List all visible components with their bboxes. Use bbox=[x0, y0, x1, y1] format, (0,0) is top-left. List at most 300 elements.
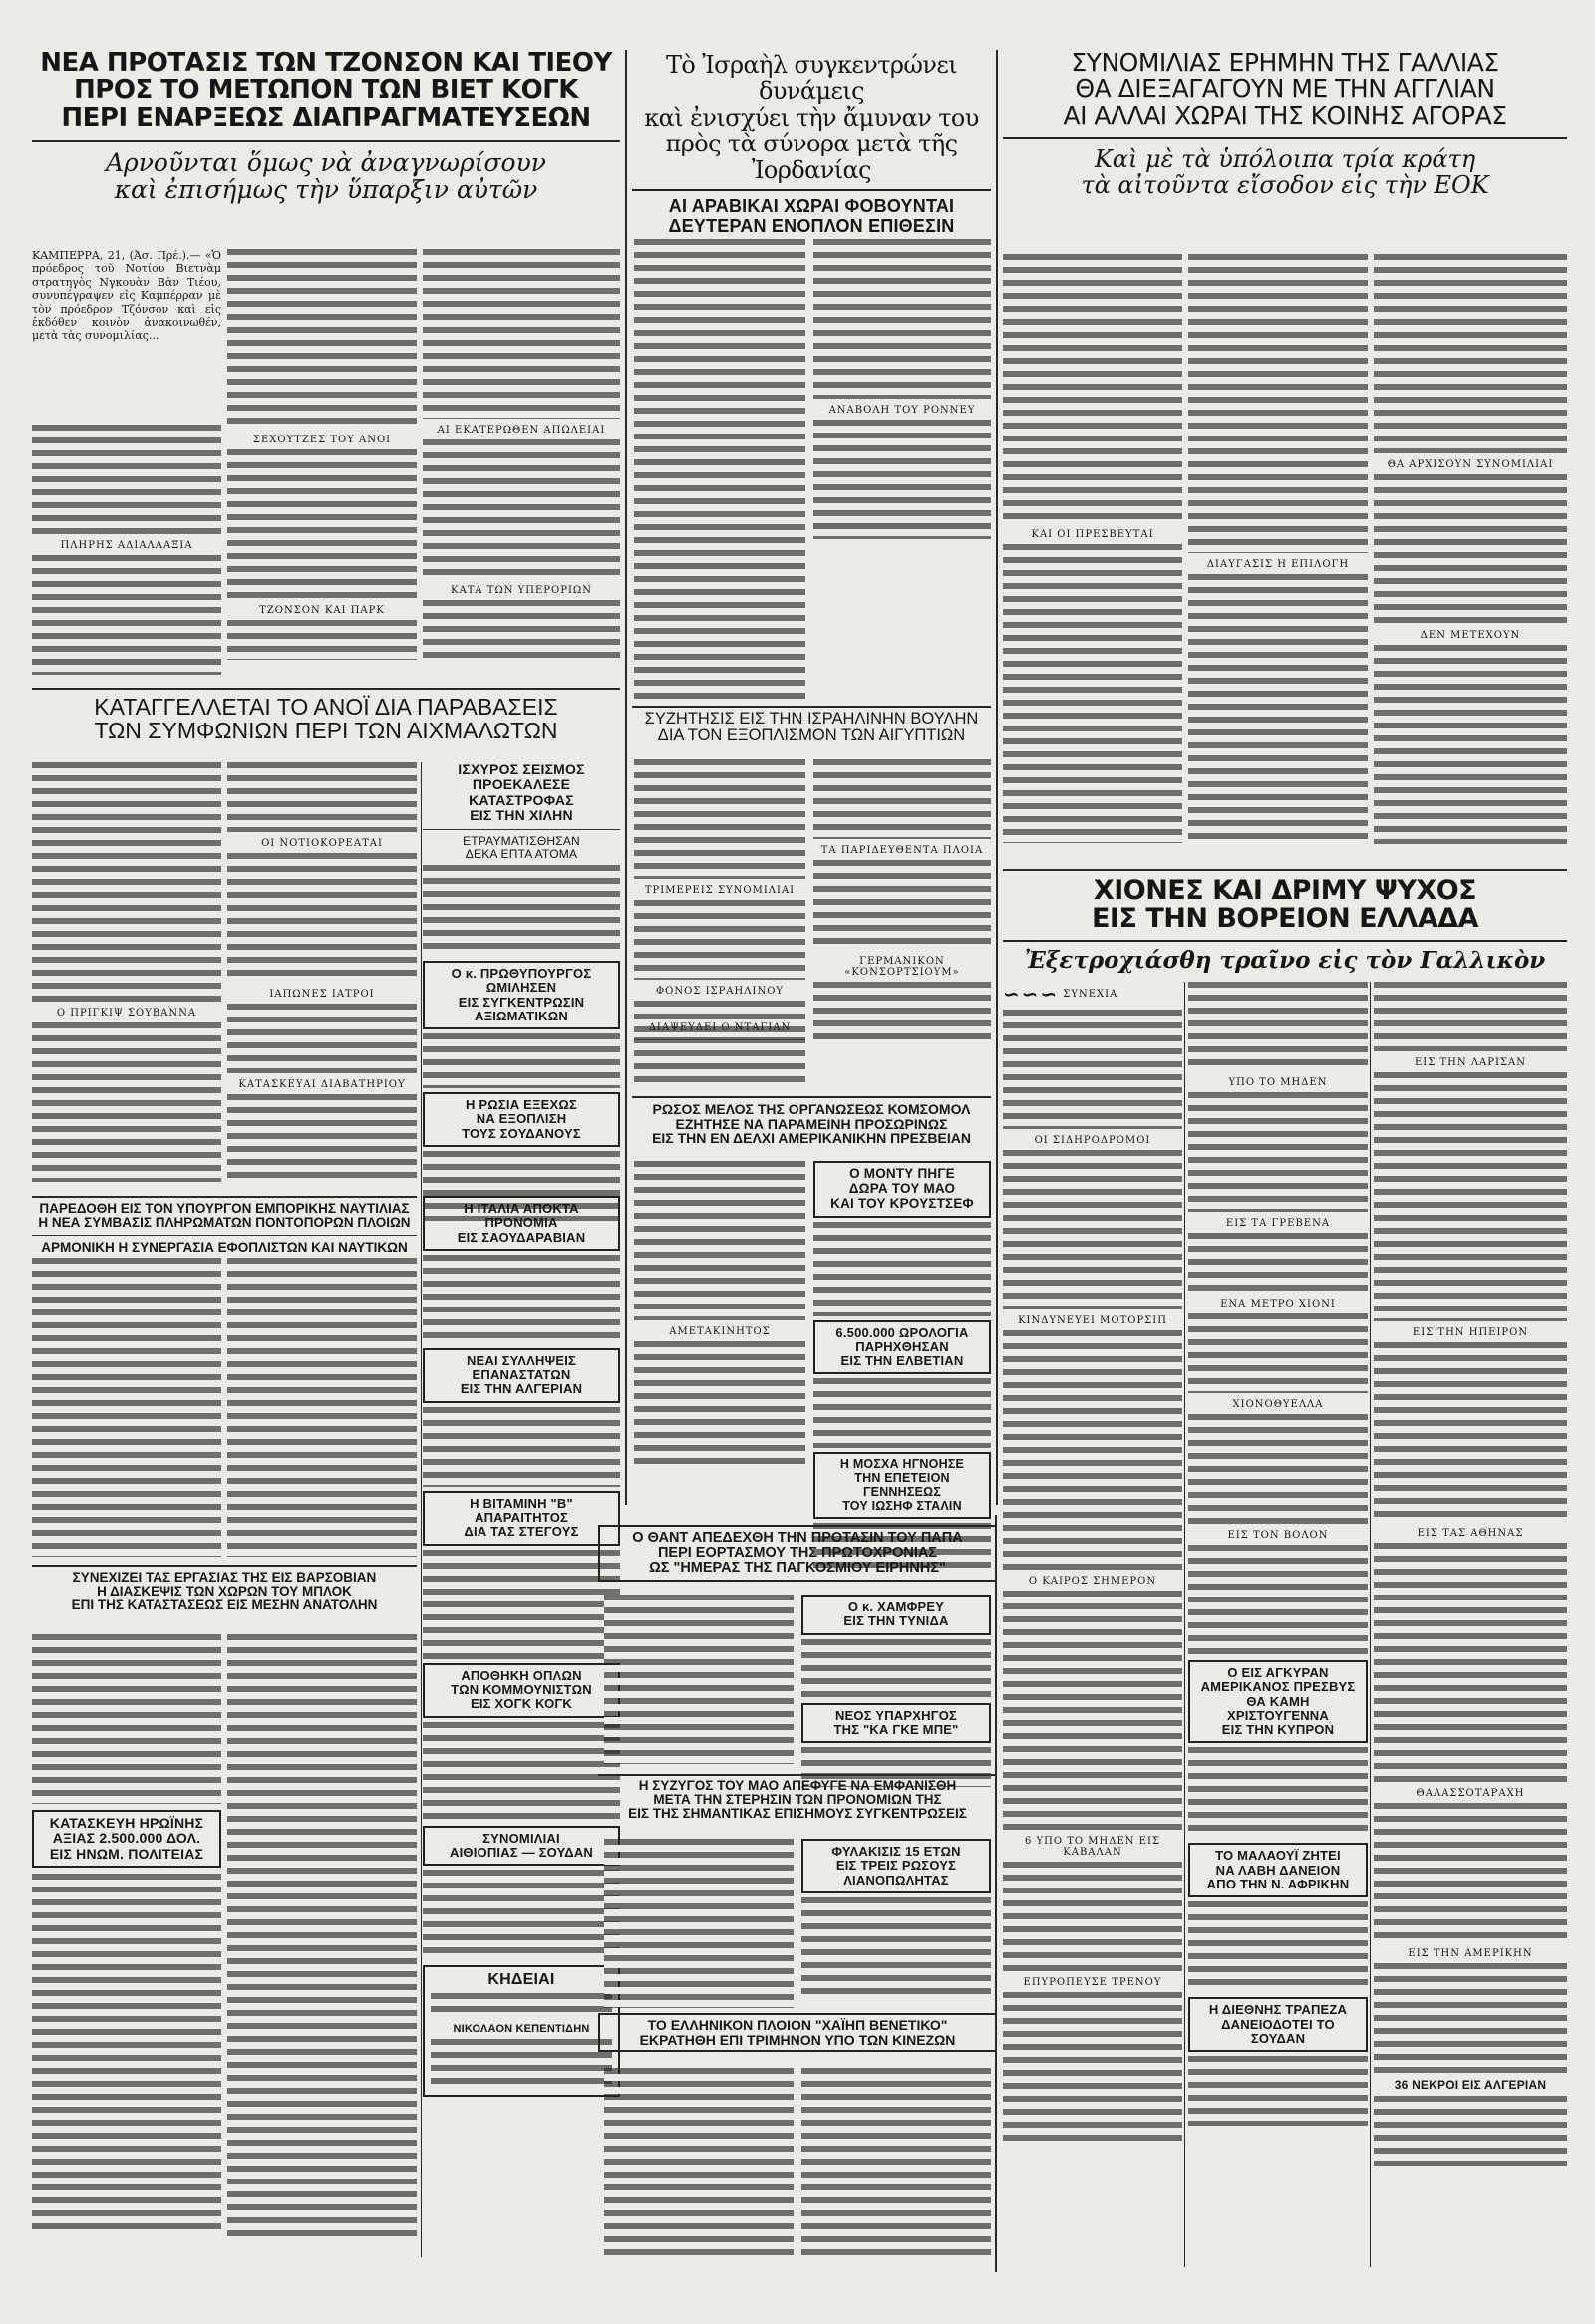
subhead: ΔΙΑΥΓΑΣΙΣ Η ΕΠΙΛΟΓΗ bbox=[1206, 559, 1350, 570]
body-text bbox=[1374, 254, 1567, 453]
subhead: ΑΡΜΟΝΙΚΗ Η ΣΥΝΕΡΓΑΣΙΑ ΕΦΟΠΛΙΣΤΩΝ ΚΑΙ ΝΑΥΤΙΚΩΝ bbox=[41, 1240, 408, 1256]
headline bbox=[632, 711, 991, 744]
body-text bbox=[813, 420, 991, 539]
headline-line: ΕΙΣ ΤΗΝ ΤΥΝΙΔΑ bbox=[843, 1613, 949, 1629]
headline-line: ΑΜΕΡΙΚΑΝΟΣ ΠΡΕΣΒΥΣ bbox=[1200, 1679, 1356, 1695]
body-text bbox=[1188, 1414, 1368, 1524]
body-text bbox=[32, 1874, 221, 2232]
article-israel bbox=[632, 52, 991, 237]
body-text bbox=[813, 1222, 991, 1316]
body-text bbox=[431, 2039, 612, 2091]
headline-line: ΚΑΤΑΣΚΕΥΗ ΗΡΩΪΝΗΣ bbox=[49, 1815, 204, 1831]
text-column bbox=[634, 1017, 805, 1087]
subhead: ΕΙΣ ΤΑ ΓΡΕΒΕΝΑ bbox=[1225, 1218, 1331, 1229]
subhead: ΣΕΧΟΥΤΖΕΣ ΤΟΥ ΑΝΟΙ bbox=[252, 435, 392, 445]
subhead: ΔΙΑΨΕΥΔΕΙ Ο ΝΤΑΓΙΑΝ bbox=[648, 1022, 792, 1033]
column-rule bbox=[996, 50, 998, 1505]
deck-line: Καὶ μὲ τὰ ὑπόλοιπα τρία κράτη bbox=[1094, 145, 1476, 173]
headline-line: ΑΠΑΡΑΙΤΗΤΟΣ bbox=[474, 1510, 569, 1526]
headline bbox=[32, 1571, 417, 1612]
boxed-brief bbox=[423, 1491, 620, 1546]
divider bbox=[632, 189, 991, 191]
headline-line: ΠΕΡΙ ΕΝΑΡΞΕΩΣ ΔΙΑΠΡΑΓΜΑΤΕΥΣΕΩΝ bbox=[61, 102, 591, 133]
headline-line: ΔΙΑ ΤΑΣ ΣΤΕΓΟΥΣ bbox=[464, 1524, 579, 1540]
headline bbox=[32, 696, 620, 743]
headline-line: ΕΙΣ ΤΗΣ ΣΗΜΑΝΤΙΚΑΣ ΕΠΙΣΗΜΟΥΣ ΣΥΓΚΕΝΤΡΩΣΕΙΣ bbox=[628, 1806, 967, 1822]
headline-line: ΣΥΖΗΤΗΣΙΣ ΕΙΣ ΤΗΝ ΙΣΡΑΗΛΙΝΗΝ ΒΟΥΛΗΝ bbox=[644, 710, 979, 727]
brief-headline bbox=[431, 1354, 612, 1397]
headline bbox=[632, 1102, 991, 1146]
headline bbox=[1003, 877, 1567, 934]
section-rule bbox=[32, 688, 620, 690]
headline-line: ΣΥΝΟΜΙΛΙΑΙ bbox=[482, 1830, 560, 1846]
brief-headline bbox=[1196, 1849, 1360, 1891]
headline-line: ΧΙΟΝΕΣ ΚΑΙ ΔΡΙΜΥ ΨΥΧΟΣ bbox=[1093, 875, 1477, 906]
subhead: ΕΙΣ ΤΗΝ ΗΠΕΙΡΟΝ bbox=[1412, 1327, 1529, 1338]
headline-line: ΑΞΙΩΜΑΤΙΚΩΝ bbox=[475, 1008, 568, 1023]
section-rule bbox=[32, 1565, 417, 1567]
headline bbox=[632, 52, 991, 183]
subhead: ΕΙΣ ΤΟΝ ΒΟΛΟΝ bbox=[1227, 1530, 1329, 1541]
body-text bbox=[604, 1839, 794, 2008]
headline-line: ΩΜΙΛΗΣΕΝ bbox=[485, 980, 557, 996]
headline-line: Η ΔΙΑΣΚΕΨΙΣ ΤΩΝ ΧΩΡΩΝ ΤΟΥ ΜΠΛΟΚ bbox=[97, 1584, 352, 1599]
sidebar-briefs bbox=[423, 762, 620, 1221]
body-text bbox=[604, 1595, 794, 1764]
divider bbox=[1003, 940, 1567, 942]
headline-line: ΝΑ ΕΞΟΠΛΙΣΗ bbox=[476, 1111, 567, 1127]
article-mao-wife bbox=[600, 1779, 995, 1821]
body-text bbox=[32, 555, 221, 675]
body-text bbox=[227, 249, 417, 429]
divider bbox=[1003, 137, 1567, 139]
body-text bbox=[634, 900, 805, 980]
boxed-brief bbox=[423, 1196, 620, 1251]
text-column bbox=[32, 1258, 221, 1557]
headline bbox=[604, 1531, 991, 1576]
headline-line: ΝΕΑΙ ΣΥΛΛΗΨΕΙΣ bbox=[466, 1352, 577, 1368]
headline-line: Η ΜΟΣΧΑ ΗΓΝΟΗΣΕ bbox=[839, 1457, 965, 1472]
headline-line: ΕΙΣ ΤΡΕΙΣ ΡΩΣΟΥΣ bbox=[835, 1858, 957, 1874]
body-text bbox=[1374, 1543, 1567, 1782]
body-text bbox=[423, 865, 620, 955]
body-text bbox=[1374, 474, 1567, 624]
subhead-line: ΔΕΚΑ ΕΠΤΑ ΑΤΟΜΑ bbox=[465, 846, 578, 861]
body-text bbox=[1188, 574, 1368, 843]
body-text bbox=[1003, 544, 1182, 843]
text-column bbox=[604, 2068, 794, 2257]
headline-line: ΚΑΙ ΤΟΥ ΚΡΟΥΣΤΣΕΦ bbox=[830, 1195, 974, 1211]
body-text bbox=[1188, 1545, 1368, 1654]
article-common-market bbox=[1003, 50, 1567, 199]
article-greek-ship bbox=[598, 2013, 997, 2052]
boxed-brief bbox=[1188, 1997, 1368, 2052]
text-column bbox=[227, 762, 417, 1191]
body-text bbox=[32, 762, 221, 1002]
headline-line: Η ΝΕΑ ΣΥΜΒΑΣΙΣ ΠΛΗΡΩΜΑΤΩΝ ΠΟΝΤΟΠΟΡΩΝ ΠΛΟΙΩΝ bbox=[38, 1215, 411, 1231]
headline-line: πρὸς τὰ σύνορα μετὰ τῆς Ἰορδανίας bbox=[665, 130, 958, 184]
body-text bbox=[1374, 645, 1567, 844]
text-column bbox=[227, 249, 417, 678]
headline-line: Η ΒΙΤΑΜΙΝΗ "Β" bbox=[470, 1495, 573, 1511]
text-column bbox=[604, 1839, 794, 2008]
section-rule bbox=[632, 706, 991, 708]
headline-line: ΤΟΥ ΙΩΣΗΦ ΣΤΑΛΙΝ bbox=[842, 1498, 962, 1513]
boxed-brief bbox=[423, 961, 620, 1029]
body-text bbox=[423, 249, 620, 419]
body-text bbox=[1003, 1010, 1182, 1129]
headline-line: Ο ΕΙΣ ΑΓΚΥΡΑΝ bbox=[1227, 1665, 1329, 1680]
obituary-box bbox=[423, 1965, 620, 2097]
subhead: ΤΑ ΠΑΡΙΔΕΥΘΕΝΤΑ ΠΛΟΙΑ bbox=[820, 845, 984, 856]
boxed-brief bbox=[423, 1663, 620, 1718]
deck-line: ΑΙ ΑΡΑΒΙΚΑΙ ΧΩΡΑΙ ΦΟΒΟΥΝΤΑΙ bbox=[668, 195, 955, 216]
body-text bbox=[813, 759, 991, 839]
headline-line: 6.500.000 ΩΡΟΛΟΓΙΑ bbox=[835, 1324, 969, 1340]
headline-line: ΝΕΑ ΠΡΟΤΑΣΙΣ ΤΩΝ ΤΖΟΝΣΟΝ ΚΑΙ ΤΙΕΟΥ bbox=[40, 48, 612, 78]
subhead: ΕΝΑ ΜΕΤΡΟ ΧΙΟΝΙ bbox=[1220, 1299, 1336, 1309]
body-text bbox=[32, 1634, 221, 1804]
subhead: Ο ΠΡΙΓΚΙΨ ΣΟΥΒΑΝΝΑ bbox=[56, 1008, 197, 1018]
column-rule bbox=[625, 50, 627, 1505]
subhead: Ο ΚΑΙΡΟΣ ΣΗΜΕΡΟΝ bbox=[1028, 1576, 1157, 1587]
subhead: ΟΙ ΣΙΔΗΡΟΔΡΟΜΟΙ bbox=[1034, 1135, 1151, 1146]
section-rule bbox=[598, 1774, 997, 1776]
brief-headline bbox=[1196, 2003, 1360, 2046]
headline-line: ΑΙΘΙΟΠΙΑΣ — ΣΟΥΔΑΝ bbox=[449, 1844, 593, 1860]
headline-line: ΕΙΣ ΤΗΝ ΧΙΛΗΝ bbox=[470, 807, 573, 824]
subhead: ΙΑΠΩΝΕΣ ΙΑΤΡΟΙ bbox=[269, 989, 375, 1000]
headline-line: ΕΙΣ ΧΟΓΚ ΚΟΓΚ bbox=[471, 1696, 572, 1712]
body-text bbox=[801, 2068, 991, 2257]
text-column bbox=[801, 1595, 991, 1787]
subhead: ΕΙΣ ΤΗΝ ΛΑΡΙΣΑΝ bbox=[1415, 1057, 1526, 1068]
article-prisoners bbox=[32, 696, 620, 743]
subhead: ΕΠΥΡΟΠΕΥΣΕ ΤΡΕΝΟΥ bbox=[1023, 1977, 1162, 1988]
headline-line: ΠΡΟΣ ΤΟ ΜΕΤΩΠΟΝ ΤΩΝ ΒΙΕΤ ΚΟΓΚ bbox=[74, 75, 578, 106]
brief-headline: ΚΗΔΕΙΑΙ bbox=[487, 1971, 555, 1989]
divider bbox=[32, 1235, 417, 1236]
body-text bbox=[1188, 1092, 1368, 1212]
headline-line: ΔΑΝΕΙΟΔΟΤΕΙ ΤΟ ΣΟΥΔΑΝ bbox=[1221, 2016, 1335, 2046]
headline-line: ΠΕΡΙ ΕΟΡΤΑΣΜΟΥ ΤΗΣ ΠΡΩΤΟΧΡΟΝΙΑΣ bbox=[657, 1545, 938, 1562]
headline-line: ΔΙΑ ΤΟΝ ΕΞΟΠΛΙΣΜΟΝ ΤΩΝ ΑΙΓΥΠΤΙΩΝ bbox=[657, 726, 966, 745]
headline-line: ΕΙΣ ΗΝΩΜ. ΠΟΛΙΤΕΙΑΣ bbox=[49, 1845, 204, 1862]
section-rule bbox=[32, 1196, 417, 1198]
text-column bbox=[1374, 982, 1567, 2166]
body-text bbox=[1188, 1901, 1368, 1991]
headline-line: ΕΙΣ ΣΥΓΚΕΝΤΡΩΣΙΝ bbox=[458, 994, 585, 1010]
headline-line: ΑΠΟΘΗΚΗ ΟΠΛΩΝ bbox=[461, 1667, 582, 1683]
deck-line: ΔΕΥΤΕΡΑΝ ΕΝΟΠΛΟΝ ΕΠΙΘΕΣΙΝ bbox=[668, 215, 955, 236]
boxed-brief bbox=[1188, 1660, 1368, 1743]
body-text bbox=[634, 1341, 805, 1471]
body-text bbox=[423, 1407, 620, 1487]
subhead: ΤΡΙΜΕΡΕΙΣ ΣΥΝΟΜΙΛΙΑΙ bbox=[644, 885, 796, 896]
subhead: ΚΙΝΔΥΝΕΥΕΙ ΜΟΤΟΡΣΙΠ bbox=[1018, 1315, 1167, 1326]
boxed-brief bbox=[801, 1595, 991, 1635]
deck bbox=[32, 149, 620, 204]
headline-line: ΤΗΝ ΕΠΕΤΕΙΟΝ ΓΕΝΝΗΣΕΩΣ bbox=[854, 1471, 950, 1499]
headline-line: ΑΙ ΑΛΛΑΙ ΧΩΡΑΙ ΤΗΣ ΚΟΙΝΗΣ ΑΓΟΡΑΣ bbox=[1063, 100, 1507, 130]
body-text bbox=[227, 449, 417, 599]
headline-line: ΝΕΟΣ ΥΠΑΡΧΗΓΟΣ bbox=[834, 1707, 958, 1723]
headline-line: Ο κ. ΠΡΩΘΥΠΟΥΡΓΟΣ bbox=[451, 965, 592, 981]
subhead: ΟΙ ΝΟΤΙΟΚΟΡΕΑΤΑΙ bbox=[261, 838, 383, 849]
body-text bbox=[1003, 254, 1182, 523]
brief-headline bbox=[809, 1600, 983, 1629]
brief-headline bbox=[431, 1832, 612, 1861]
subhead: ΦΟΝΟΣ ΙΣΡΑΗΛΙΝΟΥ bbox=[655, 986, 784, 997]
brief-headline bbox=[431, 967, 612, 1023]
subhead: ΤΖΟΝΣΟΝ ΚΑΙ ΠΑΡΚ bbox=[259, 605, 385, 616]
headline-line: ΙΣΧΥΡΟΣ ΣΕΙΣΜΟΣ bbox=[458, 761, 585, 777]
subhead: ΘΑ ΑΡΧΙΣΟΥΝ ΣΥΝΟΜΙΛΙΑΙ bbox=[1387, 459, 1554, 470]
body-text bbox=[1003, 1150, 1182, 1309]
brief-headline bbox=[821, 1326, 983, 1369]
body-text bbox=[227, 762, 417, 832]
text-column bbox=[634, 239, 805, 703]
body-text bbox=[813, 982, 991, 1041]
body-text bbox=[1188, 254, 1368, 553]
text-column bbox=[604, 1595, 794, 1764]
boxed-brief bbox=[801, 1703, 991, 1744]
headline-line: Ο ΜΟΝΤΥ ΠΗΓΕ bbox=[849, 1166, 955, 1181]
article-israeli-parliament bbox=[632, 711, 991, 744]
divider bbox=[32, 140, 620, 142]
body-text bbox=[423, 439, 620, 579]
body-text bbox=[801, 1897, 991, 1997]
headline-line: ΤΟΥΣ ΣΟΥΔΑΝΟΥΣ bbox=[462, 1125, 581, 1141]
divider bbox=[423, 829, 620, 830]
body-text bbox=[1374, 2096, 1567, 2166]
boxed-brief bbox=[423, 1348, 620, 1403]
subhead: ΑΜΕΤΑΚΙΝΗΤΟΣ bbox=[669, 1326, 771, 1337]
body-text bbox=[32, 1258, 221, 1557]
headline-line: ΑΞΙΑΣ 2.500.000 ΔΟΛ. bbox=[52, 1830, 201, 1847]
body-text bbox=[1374, 1963, 1567, 2073]
brief-headline: 36 ΝΕΚΡΟΙ ΕΙΣ ΑΛΓΕΡΙΑΝ bbox=[1394, 2078, 1547, 2092]
section-rule bbox=[1003, 869, 1567, 871]
text-column bbox=[634, 759, 805, 1040]
headline-line: ΩΣ "ΗΜΕΡΑΣ ΤΗΣ ΠΑΓΚΟΣΜΙΟΥ ΕΙΡΗΝΗΣ" bbox=[649, 1560, 946, 1577]
brief-headline bbox=[821, 1167, 983, 1212]
headline-line: ΕΙΣ ΤΗΝ ΑΛΓΕΡΙΑΝ bbox=[460, 1381, 583, 1397]
article-warsaw bbox=[32, 1571, 417, 1612]
text-column bbox=[423, 249, 620, 678]
headline-line: ΚΑΤΑΣΤΡΟΦΑΣ bbox=[469, 791, 574, 808]
brief-headline bbox=[431, 1202, 612, 1245]
column-rule bbox=[995, 1515, 997, 2272]
boxed-brief bbox=[1188, 1843, 1368, 1897]
body-text bbox=[423, 1722, 620, 1822]
deck: Ἐξετροχιάσθη τραῖνο εἰς τὸν Γαλλικὸν bbox=[1024, 946, 1546, 974]
body-text bbox=[634, 759, 805, 879]
brief-headline bbox=[821, 1458, 983, 1513]
brief-headline bbox=[1196, 1666, 1360, 1737]
body-text bbox=[227, 620, 417, 660]
subhead: ΣΥΝΕΧΙΑ bbox=[1063, 988, 1118, 1000]
text-column bbox=[1003, 254, 1182, 862]
text-column bbox=[227, 1634, 417, 2252]
subhead: ΚΑΤΑ ΤΩΝ ΥΠΕΡΟΡΙΩΝ bbox=[451, 585, 592, 596]
headline-line: ΕΠΙ ΤΗΣ ΚΑΤΑΣΤΑΣΕΩΣ ΕΙΣ ΜΕΣΗΝ ΑΝΑΤΟΛΗΝ bbox=[71, 1598, 378, 1613]
subhead: ΧΙΟΝΟΘΥΕΛΛΑ bbox=[1232, 1399, 1324, 1410]
headline bbox=[1003, 50, 1567, 129]
headline-line: ΕΙΣ ΤΗΝ ΕΛΒΕΤΙΑΝ bbox=[840, 1353, 964, 1369]
headline-line: ΛΙΑΝΟΠΩΛΗΤΑΣ bbox=[843, 1872, 949, 1888]
dateline-paragraph: ΚΑΜΠΕΡΡΑ, 21, (Ἀσ. Πρέ.).— «Ὁ πρόεδρος τοῦ Νοτίου Βιετνὰμ στρατηγὸς Νγκουὰν Βὰν Τιέου, συνυπέγραψεν εἰς Καμπέρραν μὲ τὸν πρόεδρον Τζόνσον καὶ εἰς ἐκδόθεν κοινὸν ἀνακοινωθέν, μετὰ τὰς συνομιλίας... bbox=[32, 249, 221, 343]
body-text bbox=[227, 853, 417, 983]
headline-line: ΠΑΡΗΧΘΗΣΑΝ bbox=[855, 1338, 949, 1354]
headline-line: ΕΙΣ ΣΑΟΥΔΑΡΑΒΙΑΝ bbox=[457, 1229, 586, 1245]
text-column bbox=[227, 1258, 417, 1557]
subhead: ΠΛΗΡΗΣ ΑΔΙΑΛΛΑΞΙΑ bbox=[60, 540, 193, 551]
body-text bbox=[431, 1993, 612, 2019]
boxed-brief bbox=[423, 1092, 620, 1147]
body-text bbox=[634, 1161, 805, 1320]
boxed-brief bbox=[32, 1810, 221, 1868]
headline-line: ΕΠΑΝΑΣΤΑΤΩΝ bbox=[472, 1367, 571, 1383]
subhead: ΑΝΑΒΟΛΗ ΤΟΥ ΡΟΝΝΕΥ bbox=[828, 405, 976, 416]
text-column bbox=[813, 759, 991, 1041]
headline-line: Η ΡΩΣΙΑ ΕΞΕΧΩΣ bbox=[466, 1097, 577, 1113]
article-peace-proposal bbox=[32, 50, 620, 204]
text-column bbox=[634, 1161, 805, 1471]
body-text bbox=[423, 1870, 620, 1959]
body-text bbox=[813, 1378, 991, 1448]
headline-line: ΔΩΡΑ ΤΟΥ ΜΑΟ bbox=[848, 1180, 956, 1196]
body-text bbox=[1374, 982, 1567, 1051]
body-text bbox=[1188, 2056, 1368, 2126]
text-column bbox=[1188, 254, 1368, 862]
article-shipping bbox=[32, 1202, 417, 1255]
boxed-brief bbox=[813, 1161, 991, 1218]
subhead: ΕΙΣ ΤΗΝ ΑΜΕΡΙΚΗΝ bbox=[1408, 1948, 1533, 1959]
article-komsomol bbox=[632, 1102, 991, 1146]
text-column bbox=[1374, 254, 1567, 862]
boxed-brief bbox=[423, 1826, 620, 1867]
body-text bbox=[813, 860, 991, 950]
body-text bbox=[1003, 1992, 1182, 2142]
subhead: ΑΙ ΕΚΑΤΕΡΩΘΕΝ ΑΠΩΛΕΙΑΙ bbox=[437, 425, 606, 436]
headline-line: ΤΟ ΕΛΛΗΝΙΚΟΝ ΠΛΟΙΟΝ "ΧΑΪΗΠ ΒΕΝΕΤΙΚΟ" bbox=[647, 2017, 948, 2033]
article-un-pope bbox=[598, 1525, 997, 1582]
headline-line: ΤΩΝ ΚΟΜΜΟΥΝΙΣΤΩΝ bbox=[451, 1681, 592, 1697]
body-text bbox=[634, 1037, 805, 1087]
body-text bbox=[1188, 1747, 1368, 1837]
text-column bbox=[32, 249, 221, 678]
column-rule bbox=[1370, 982, 1371, 2267]
body-text bbox=[634, 239, 805, 703]
headline-line: ΕΚΡΑΤΗΘΗ ΕΠΙ ΤΡΙΜΗΝΟΝ ΥΠΟ ΤΩΝ ΚΙΝΕΖΩΝ bbox=[639, 2031, 956, 2048]
headline-line: Ο κ. ΧΑΜΦΡΕΥ bbox=[847, 1599, 945, 1614]
brief-headline bbox=[423, 762, 620, 824]
headline-line: ΣΥΝΕΧΙΖΕΙ ΤΑΣ ΕΡΓΑΣΙΑΣ ΤΗΣ ΕΙΣ ΒΑΡΣΟΒΙΑΝ bbox=[72, 1570, 377, 1585]
brief-headline bbox=[809, 1709, 983, 1738]
body-text bbox=[1374, 1072, 1567, 1321]
headline-line: ΝΑ ΛΑΒΗ ΔΑΝΕΙΟΝ bbox=[1215, 1862, 1341, 1878]
headline-line: ΠΑΡΕΔΟΘΗ ΕΙΣ ΤΟΝ ΥΠΟΥΡΓΟΝ ΕΜΠΟΡΙΚΗΣ ΝΑΥΤΙΛΙΑΣ bbox=[39, 1201, 410, 1216]
body-text bbox=[813, 239, 991, 399]
body-text bbox=[32, 425, 221, 534]
headline-line: ΚΑΤΑΓΓΕΛΛΕΤΑΙ ΤΟ ΑΝΟΪ ΔΙΑ ΠΑΡΑΒΑΣΕΙΣ bbox=[94, 694, 558, 720]
body-text bbox=[227, 1004, 417, 1073]
body-text bbox=[1003, 1330, 1182, 1570]
body-text bbox=[227, 1094, 417, 1184]
article-snow bbox=[1003, 877, 1567, 973]
headline-line: Η ΣΥΖΥΓΟΣ ΤΟΥ ΜΑΟ ΑΠΕΦΥΓΕ ΝΑ ΕΜΦΑΝΙΣΘΗ bbox=[638, 1778, 957, 1793]
brief-headline bbox=[431, 1098, 612, 1141]
subhead: ΘΑΛΑΣΣΟΤΑΡΑΧΗ bbox=[1416, 1788, 1525, 1799]
text-column bbox=[813, 1161, 991, 1573]
subhead: ΚΑΤΑΣΚΕΥΑΙ ΔΙΑΒΑΤΗΡΙΟΥ bbox=[238, 1079, 406, 1090]
headline bbox=[32, 1202, 417, 1230]
subhead: ΥΠΟ ΤΟ ΜΗΔΕΝ bbox=[1228, 1077, 1328, 1088]
headline-line: ΕΙΣ ΤΗΝ ΚΥΠΡΟΝ bbox=[1221, 1722, 1335, 1738]
headline-line: ΤΟ ΜΑΛΑΟΥΪ ΖΗΤΕΙ bbox=[1215, 1848, 1341, 1864]
wave-ornament-icon: ∽∽∽ bbox=[1003, 982, 1060, 1006]
headline-line: ΕΙΣ ΤΗΝ ΕΝ ΔΕΛΧΙ ΑΜΕΡΙΚΑΝΙΚΗΝ ΠΡΕΣΒΕΙΑΝ bbox=[652, 1130, 971, 1147]
headline-line: ΣΥΝΟΜΙΛΙΑΣ ΕΡΗΜΗΝ ΤΗΣ ΓΑΛΛΙΑΣ bbox=[1071, 48, 1499, 77]
deck bbox=[632, 197, 991, 237]
brief-subhead bbox=[423, 835, 620, 861]
body-text bbox=[423, 600, 620, 660]
headline-line: Η ΔΙΕΘΝΗΣ ΤΡΑΠΕΖΑ bbox=[1208, 2002, 1348, 2018]
sidebar-briefs bbox=[423, 1196, 620, 2097]
headline-line: ΕΖΗΤΗΣΕ ΝΑ ΠΑΡΑΜΕΙΝΗ ΠΡΟΣΩΡΙΝΩΣ bbox=[675, 1115, 948, 1132]
deck-line: τὰ αἰτοῦντα εἴσοδον εἰς τὴν ΕΟΚ bbox=[1081, 171, 1489, 200]
boxed-brief bbox=[801, 1839, 991, 1893]
subhead: ΓΕΡΜΑΝΙΚΟΝ «ΚΟΝΣΟΡΤΣΙΟΥΜ» bbox=[844, 956, 960, 978]
deck-line: Αρνοῦνται ὅμως νὰ ἀναγνωρίσουν bbox=[105, 147, 547, 177]
headline-line: ΠΡΟΕΚΑΛΕΣΕ bbox=[472, 776, 571, 793]
text-column bbox=[1188, 982, 1368, 2126]
headline-line: καὶ ἐνισχύει τὴν ἄμυναν του bbox=[644, 103, 979, 132]
body-text bbox=[32, 1022, 221, 1182]
body-text bbox=[1374, 1342, 1567, 1522]
body-text bbox=[1003, 1591, 1182, 1830]
body-text bbox=[1374, 1803, 1567, 1942]
headline-line: ΦΥΛΑΚΙΣΙΣ 15 ΕΤΩΝ bbox=[831, 1844, 961, 1859]
boxed-brief bbox=[813, 1452, 991, 1519]
body-text bbox=[1003, 1862, 1182, 1971]
headline-line: ΤΩΝ ΣΥΜΦΩΝΙΩΝ ΠΕΡΙ ΤΩΝ ΑΙΧΜΑΛΩΤΩΝ bbox=[94, 717, 558, 743]
body-text bbox=[604, 2068, 794, 2257]
text-column bbox=[32, 762, 221, 1191]
text-column bbox=[813, 239, 991, 703]
headline-line: ΑΠΟ ΤΗΝ Ν. ΑΦΡΙΚΗΝ bbox=[1206, 1877, 1350, 1892]
body-text bbox=[423, 1550, 620, 1659]
body-text bbox=[1188, 982, 1368, 1071]
headline-line: ΡΩΣΟΣ ΜΕΛΟΣ ΤΗΣ ΟΡΓΑΝΩΣΕΩΣ ΚΟΜΣΟΜΟΛ bbox=[652, 1101, 971, 1117]
text-column bbox=[32, 1634, 221, 2252]
headline-line: ΤΗΣ "ΚΑ ΓΚΕ ΜΠΕ" bbox=[833, 1721, 959, 1737]
boxed-brief bbox=[813, 1320, 991, 1375]
headline-line: ΕΙΣ ΤΗΝ ΒΟΡΕΙΟΝ ΕΛΛΑΔΑ bbox=[1091, 903, 1479, 935]
headline-line: Τὸ Ἰσραὴλ συγκεντρώνει δυνάμεις bbox=[665, 51, 958, 106]
headline-line: Η ΙΤΑΛΙΑ ΑΠΟΚΤΑ bbox=[464, 1201, 579, 1216]
headline-line: ΠΡΟΝΟΜΙΑ bbox=[484, 1215, 558, 1231]
text-column bbox=[801, 2068, 991, 2257]
body-text bbox=[1188, 1313, 1368, 1393]
body-text bbox=[423, 1255, 620, 1344]
body-text bbox=[227, 1634, 417, 2242]
subhead: 6 ΥΠΟ ΤΟ ΜΗΔΕΝ ΕΙΣ ΚΑΒΑΛΑΝ bbox=[1024, 1836, 1161, 1858]
deck bbox=[1003, 146, 1567, 199]
headline-line: ΜΕΤΑ ΤΗΝ ΣΤΕΡΗΣΙΝ ΤΩΝ ΠΡΟΝΟΜΙΩΝ ΤΗΣ bbox=[653, 1792, 942, 1808]
body-text bbox=[1188, 1233, 1368, 1293]
